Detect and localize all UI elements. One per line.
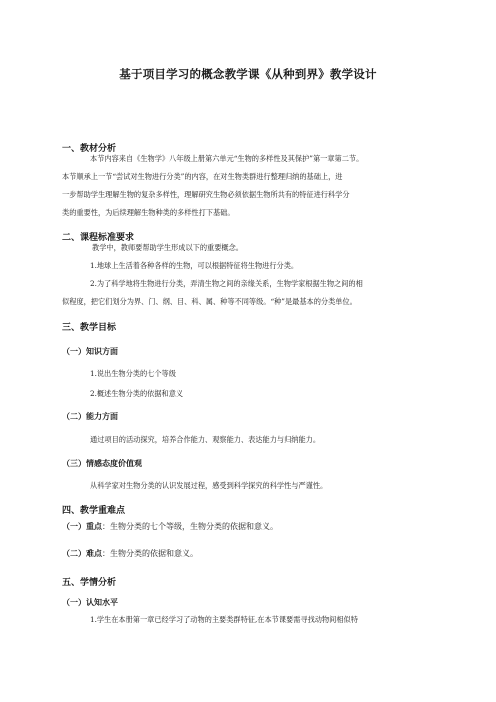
subheading-knowledge: （一）知识方面 — [62, 347, 118, 356]
section-heading-learner-analysis: 五、学情分析 — [62, 578, 117, 588]
paragraph-line: 从科学家对生物分类的认识发展过程，感受到科学探究的科学性与严谨性。 — [90, 481, 328, 490]
paragraph-line: 类的重要性，为后续理解生物种类的多样性打下基础。 — [62, 208, 235, 217]
section-heading-teaching-objectives: 三、教学目标 — [62, 323, 117, 333]
paragraph-line: 似程度，把它们划分为界、门、纲、目、科、属、种等不同等级。“种”是最基本的分类单位。 — [62, 297, 357, 306]
paragraph-line: 通过项目的活动探究，培养合作能力、观察能力、表达能力与归纳能力。 — [90, 435, 321, 444]
paragraph-line: 教学中，教师要帮助学生形成以下的重要概念。 — [92, 243, 243, 252]
key-point-label: （一）重点 — [62, 522, 102, 531]
paragraph-line: 本节顺承上一节“尝试对生物进行分类”的内容，在对生物类群进行整理归纳的基础上，进 — [62, 172, 343, 181]
difficult-point-line — [62, 548, 198, 559]
paragraph-line: 一步帮助学生理解生物的复杂多样性，理解研究生物必须依据生物所共有的特征进行科学分 — [62, 190, 350, 199]
list-item: 1.说出生物分类的七个等级 — [90, 369, 176, 378]
subheading-emotion-values: （三）情感态度价值观 — [62, 459, 142, 468]
section-heading-textbook-analysis: 一、教材分析 — [62, 144, 117, 154]
subheading-cognitive-level: （一）认知水平 — [62, 598, 118, 607]
paragraph-line: 本节内容来自《生物学》八年级上册第六单元“生物的多样性及其保护”第一章第二节。 — [90, 154, 364, 163]
paragraph-line: 1.学生在本册第一章已经学习了动物的主要类群特征,在本节课要需寻找动物间相似特 — [90, 615, 358, 624]
paragraph-line: 2.为了科学地将生物进行分类，弄清生物之间的亲缘关系，生物学家根据生物之间的相 — [90, 279, 363, 288]
document-title: 基于项目学习的概念教学课《从种到界》教学设计 — [119, 67, 377, 81]
section-heading-key-difficult-points: 四、教学重难点 — [62, 506, 126, 516]
paragraph-line: 1.地球上生活着各种各样的生物，可以根据特征将生物进行分类。 — [90, 261, 299, 270]
section-heading-curriculum-standards: 二、课程标准要求 — [62, 233, 135, 243]
list-item: 2.概述生物分类的依据和意义 — [90, 389, 184, 398]
difficult-point-text: ：生物分类的依据和意义。 — [102, 549, 198, 558]
key-point-text: ：生物分类的七个等级，生物分类的依据和意义。 — [102, 522, 278, 531]
subheading-ability: （二）能力方面 — [62, 412, 118, 421]
key-point-line — [62, 521, 278, 532]
difficult-point-label: （二）难点 — [62, 549, 102, 558]
